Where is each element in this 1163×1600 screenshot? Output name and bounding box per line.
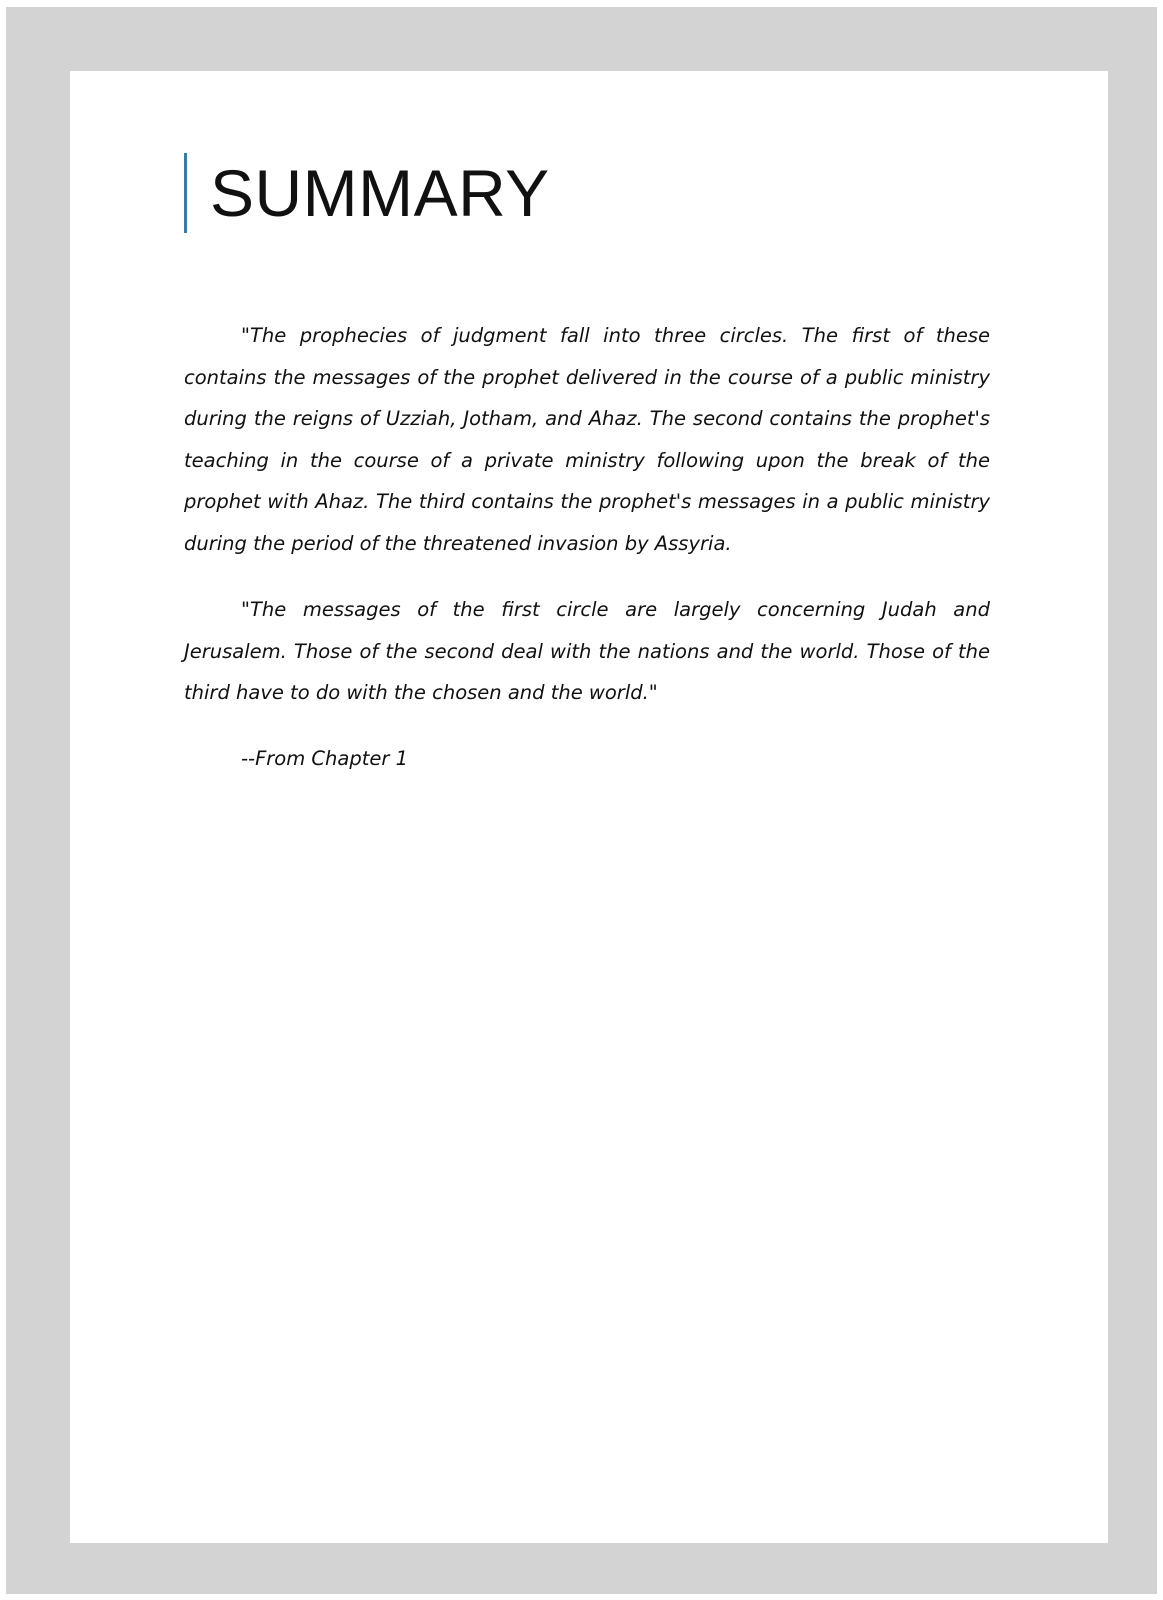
summary-paragraph-2: "The messages of the first circle are largely concerning Judah and Jerusalem. Those of the second deal with the nations and the world. Those of the third have to do with the chosen and the world." — [184, 598, 990, 705]
summary-paragraph-1: "The prophecies of judgment fall into three circles. The first of these contains the messages of the prophet delivered in the course of a public ministry during the reigns of Uzziah, Jotham, and Ahaz. The second contains the prophet's teaching in the course of a private ministry following upon the break of the prophet with Ahaz. The third contains the prophet's messages in a public ministry during the period of the threatened invasion by Assyria. — [184, 324, 990, 555]
document-page — [70, 71, 1108, 1543]
summary-body — [184, 315, 990, 780]
title-accent-bar — [184, 153, 187, 233]
page-frame — [6, 7, 1157, 1594]
attribution: --From Chapter 1 — [241, 747, 408, 771]
page-title: SUMMARY — [210, 156, 550, 230]
